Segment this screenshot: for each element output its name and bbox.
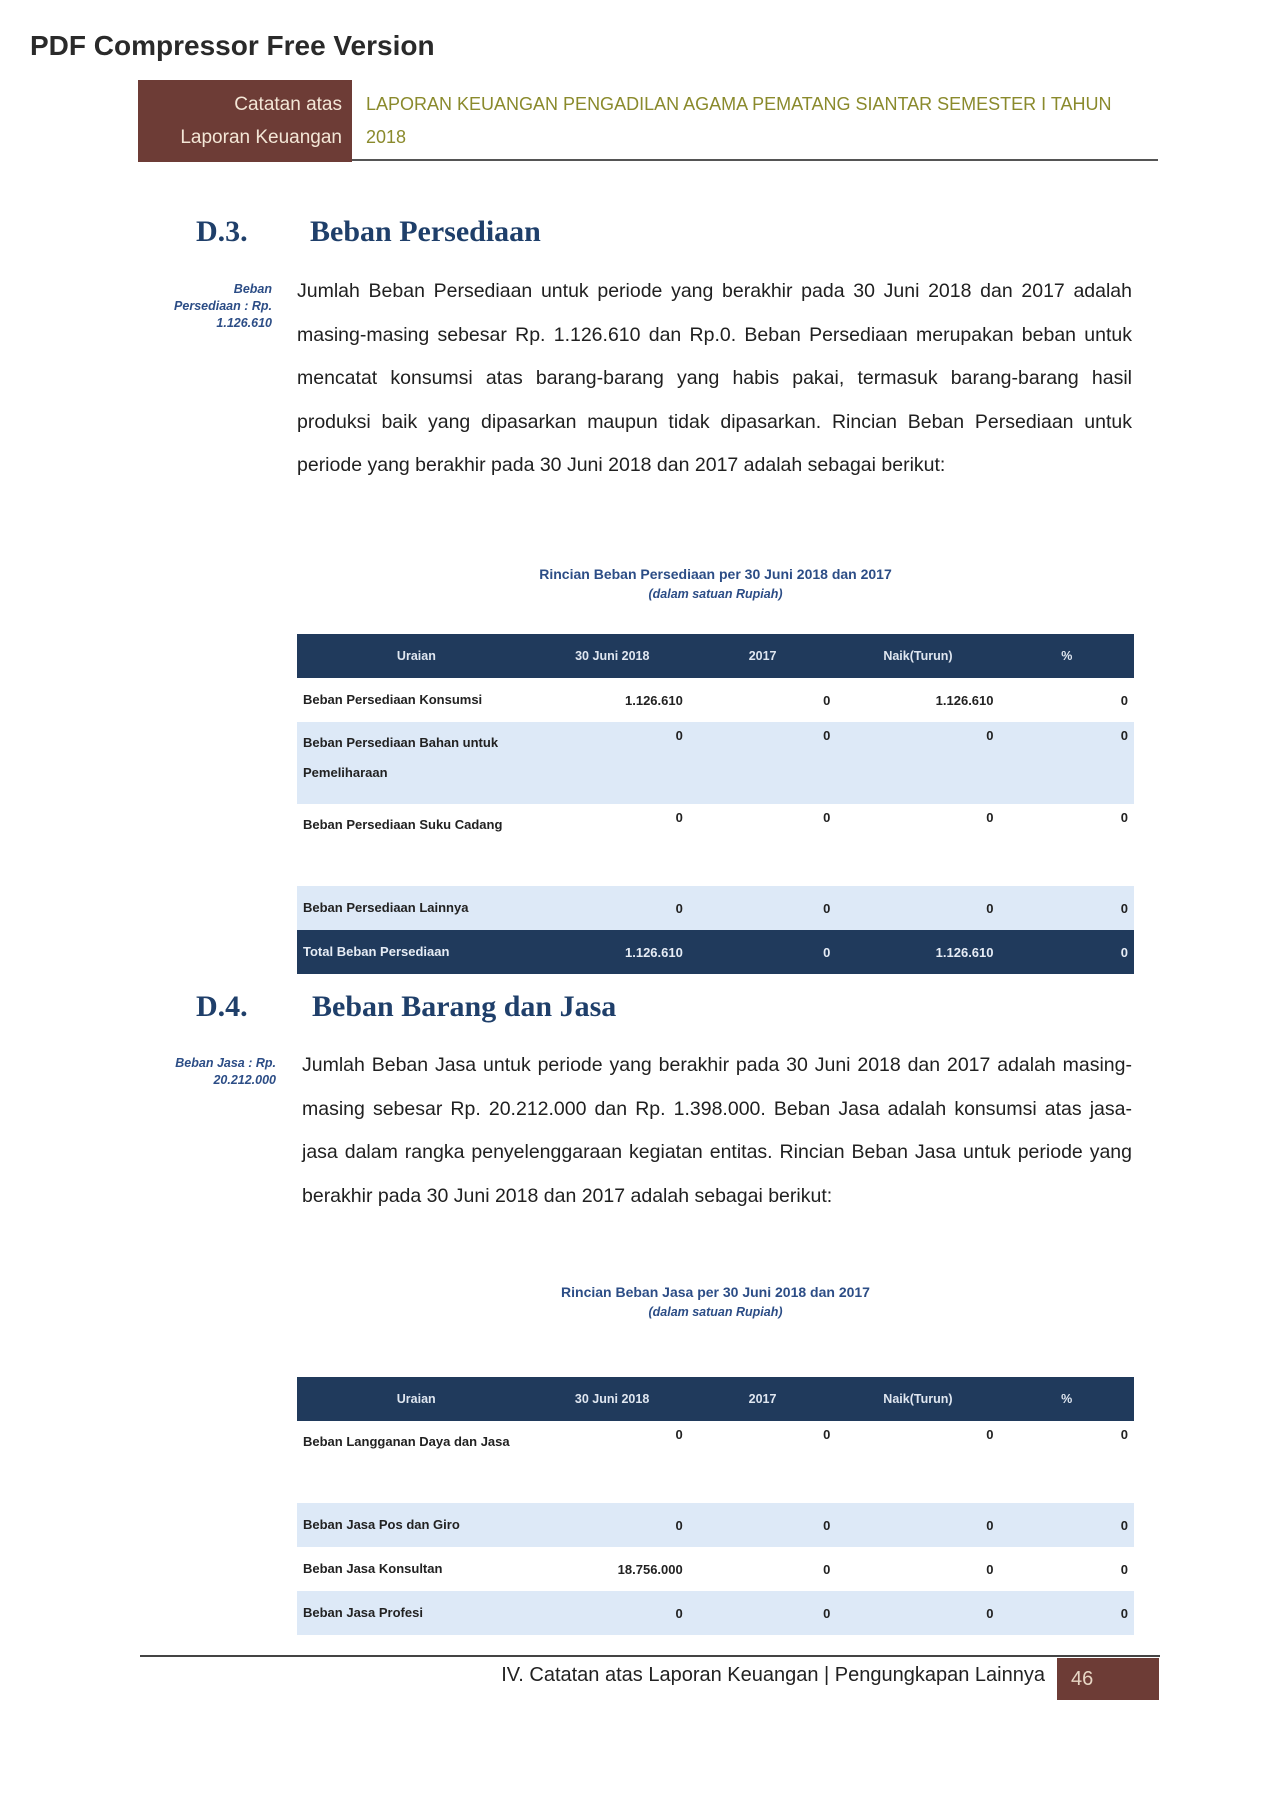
cell-value: 0: [986, 1561, 994, 1577]
footer-text: IV. Catatan atas Laporan Keuangan | Pengungkapan Lainnya: [501, 1664, 1045, 1686]
table-beban-jasa: [297, 1377, 1134, 1635]
column-header: Naik(Turun): [836, 1377, 999, 1421]
cell-value: 1.126.610: [935, 692, 994, 708]
table-caption-title: Rincian Beban Jasa per 30 Juni 2018 dan 2017: [561, 1284, 870, 1300]
table-beban-persediaan: [297, 634, 1134, 974]
cell-value: 0: [999, 1591, 1134, 1635]
margin-note-line: Persediaan : Rp.: [174, 299, 272, 313]
cell-value: 0: [986, 810, 994, 825]
header-right-line2: 2018: [366, 127, 407, 147]
section-d3-margin-note: [152, 281, 272, 332]
header-right-line1: LAPORAN KEUANGAN PENGADILAN AGAMA PEMATANG SIANTAR SEMESTER I TAHUN: [366, 94, 1112, 114]
column-header: Uraian: [297, 634, 536, 678]
row-label: Beban Persediaan Lainnya: [297, 886, 536, 930]
cell-value: 1.126.610: [836, 930, 999, 974]
section-d4-number: D.4.: [196, 990, 248, 1023]
table-caption-title: Rincian Beban Persediaan per 30 Juni 2018 dan 2017: [539, 566, 892, 582]
column-header: 2017: [689, 634, 837, 678]
cell-value: 0: [1000, 886, 1135, 930]
row-label: Beban Persediaan Suku Cadang: [303, 817, 503, 832]
cell-value: 0: [823, 1427, 831, 1442]
table-caption-subtitle: (dalam satuan Rupiah): [648, 587, 783, 601]
column-header: 30 Juni 2018: [535, 1377, 688, 1421]
column-header: Uraian: [297, 1377, 535, 1421]
section-d4-title: Beban Barang dan Jasa: [312, 990, 617, 1023]
cell-value: 0: [675, 810, 683, 825]
cell-value: 0: [535, 1591, 688, 1635]
cell-value: 0: [1000, 930, 1135, 974]
row-label: Beban Jasa Profesi: [297, 1591, 535, 1635]
cell-value: 0: [535, 1503, 688, 1547]
cell-value: 0: [999, 1503, 1134, 1547]
table-total-row: [297, 930, 1134, 974]
table-row: [297, 1503, 1134, 1547]
cell-value: 0: [836, 1591, 999, 1635]
section-d4-paragraph: Jumlah Beban Jasa untuk periode yang berakhir pada 30 Juni 2018 dan 2017 adalah masing-masing sebesar Rp. 20.212.000 dan Rp. 1.398.000. Beban Jasa adalah konsumsi atas jasa-jasa dalam rangka penyelenggaraan kegiatan entitas. Rincian Beban Jasa untuk periode yang berakhir pada 30 Juni 2018 dan 2017 adalah sebagai berikut:: [302, 1054, 1132, 1207]
row-label: Beban Langganan Daya dan Jasa: [303, 1434, 510, 1449]
cell-value: 18.756.000: [617, 1561, 683, 1577]
page-number-badge: 46: [1057, 1658, 1159, 1700]
cell-value: 0: [836, 1503, 999, 1547]
table-d4-caption: [297, 1282, 1134, 1322]
section-d4-margin-note: [156, 1055, 276, 1089]
cell-value: 0: [823, 692, 831, 708]
watermark-text: PDF Compressor Free Version: [30, 30, 435, 61]
column-header: %: [1000, 634, 1135, 678]
row-label: Beban Jasa Konsultan: [303, 1561, 443, 1576]
cell-value: 0: [689, 722, 837, 804]
table-header-row: [297, 1377, 1134, 1421]
cell-value: 0: [823, 1561, 831, 1577]
cell-value: 0: [1120, 1427, 1128, 1442]
cell-value: 0: [1120, 1561, 1128, 1577]
cell-value: 0: [689, 1591, 837, 1635]
cell-value: 0: [536, 886, 689, 930]
cell-value: 0: [836, 722, 999, 804]
margin-note-line: Beban Jasa : Rp.: [175, 1056, 276, 1070]
header-divider: [352, 159, 1158, 161]
header-left-line1: Catatan atas: [234, 94, 342, 115]
table-row: [297, 722, 1134, 804]
table-row: [297, 1547, 1134, 1591]
margin-note-line: 1.126.610: [216, 316, 272, 330]
table-row: [297, 804, 1134, 886]
cell-value: 0: [689, 1503, 837, 1547]
row-label: Beban Persediaan Konsumsi: [303, 692, 483, 707]
cell-value: 0: [689, 930, 837, 974]
cell-value: 0: [986, 1427, 994, 1442]
section-d3-title: Beban Persediaan: [310, 215, 541, 248]
cell-value: 0: [689, 886, 837, 930]
section-d3-paragraph: Jumlah Beban Persediaan untuk periode yang berakhir pada 30 Juni 2018 dan 2017 adalah masing-masing sebesar Rp. 1.126.610 dan Rp.0. Beban Persediaan merupakan beban untuk mencatat konsumsi atas barang-barang yang habis pakai, termasuk barang-barang hasil produksi baik yang dipasarkan maupun tidak dipasarkan. Rincian Beban Persediaan untuk periode yang berakhir pada 30 Juni 2018 dan 2017 adalah sebagai berikut:: [297, 280, 1132, 476]
column-header: 2017: [689, 1377, 837, 1421]
page-header: [138, 80, 1158, 162]
header-left-line2: Laporan Keuangan: [180, 127, 342, 148]
table-caption-subtitle: (dalam satuan Rupiah): [648, 1305, 783, 1319]
section-d3-number: D.3.: [196, 215, 248, 248]
cell-value: 0: [823, 810, 831, 825]
header-report-title: [366, 88, 1156, 154]
row-label: Total Beban Persediaan: [297, 930, 536, 974]
row-label: Beban Persediaan Bahan untuk Pemeliharaan: [297, 722, 536, 804]
cell-value: 0: [1120, 810, 1128, 825]
column-header: 30 Juni 2018: [536, 634, 689, 678]
table-d3-caption: [297, 564, 1134, 604]
cell-value: 0: [1120, 692, 1128, 708]
cell-value: 0: [836, 886, 999, 930]
column-header: %: [999, 1377, 1134, 1421]
table-header-row: [297, 634, 1134, 678]
footer-divider: [140, 1655, 1160, 1657]
margin-note-line: 20.212.000: [213, 1073, 276, 1087]
cell-value: 0: [675, 1427, 683, 1442]
margin-note-line: Beban: [233, 282, 272, 296]
table-row: [297, 1421, 1134, 1503]
cell-value: 1.126.610: [625, 692, 683, 708]
table-row: [297, 678, 1134, 722]
cell-value: 1.126.610: [536, 930, 689, 974]
table-row: [297, 886, 1134, 930]
column-header: Naik(Turun): [836, 634, 999, 678]
row-label: Beban Jasa Pos dan Giro: [297, 1503, 535, 1547]
cell-value: 0: [1000, 722, 1135, 804]
header-section-label: [138, 80, 352, 162]
table-row: [297, 1591, 1134, 1635]
cell-value: 0: [536, 722, 689, 804]
